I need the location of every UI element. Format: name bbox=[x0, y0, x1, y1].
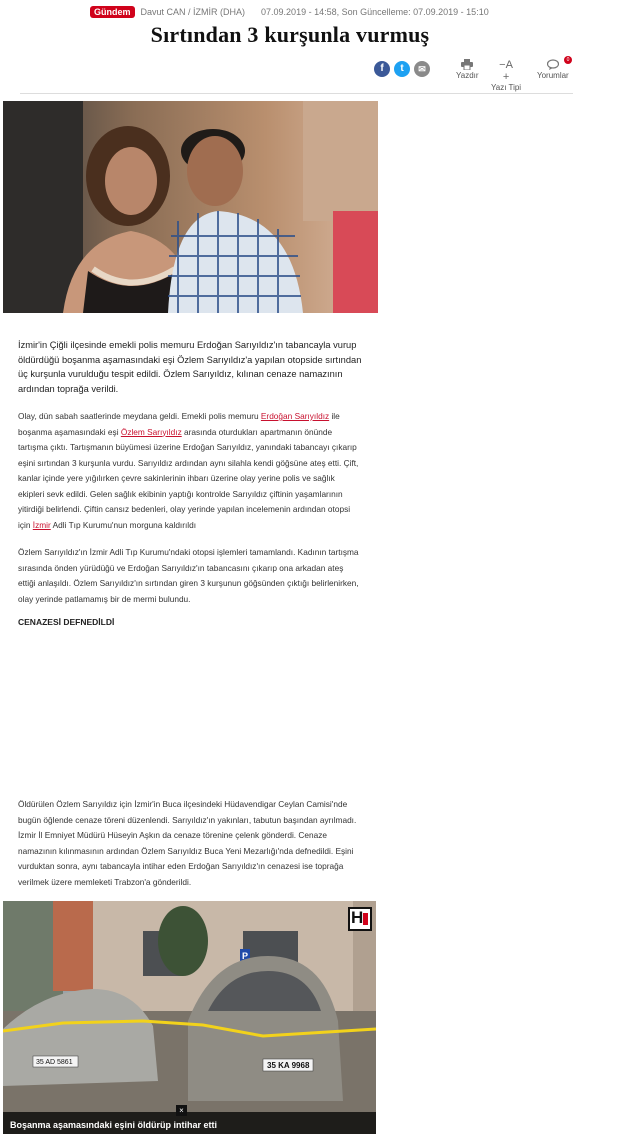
close-icon[interactable]: × bbox=[176, 1105, 187, 1116]
article-photo bbox=[3, 101, 378, 313]
subheading: CENAZESİ DEFNEDİLDİ bbox=[18, 617, 115, 627]
author: Davut CAN / İZMİR (DHA) bbox=[140, 7, 246, 17]
paragraph-1: Olay, dün sabah saatlerinde meydana geldi. Emekli polis memuru Erdoğan Sarıyıldız ile boşanma aşamasındaki eşi Özlem Sarıyıldız arasında oturdukları apartmanın önünde tartışma çıktı. Tartışmanın büyümesi üzerine Erdoğan Sarıyıldız, yanındaki tabancayı çıkarıp eşini sırtından 3 kurşunla vurdu. Sarıyıldız ardından aynı silahla kendi göğsüne ateş etti. Çift, kanlar içinde yere yığılırken çevre sakinlerinin ihbarı üzerine olay yerine polis ve sağlık ekipleri sevk edildi. Gelen sağlık ekibinin yaptığı kontrolde Sarıyıldız çiftinin yaşamlarının yitirdiği belirlendi. Çiftin cansız bedenleri, olay yerinde yapılan incelemenin ardından otopsi için İzmir Adli Tıp Kurumu'nun morguna kaldırıldı bbox=[18, 411, 359, 530]
facebook-icon[interactable]: f bbox=[374, 61, 390, 77]
comments-count: 0 bbox=[564, 56, 572, 64]
dates: 07.09.2019 - 14:58, Son Güncelleme: 07.09.2019 - 15:10 bbox=[261, 7, 489, 17]
category-badge[interactable]: Gündem bbox=[90, 6, 135, 18]
video-caption-bar bbox=[3, 1106, 376, 1134]
paragraph-3: Öldürülen Özlem Sarıyıldız için İzmir'in Buca ilçesindeki Hüdavendigar Ceylan Camisi'nde bugün öğlende cenaze töreni düzenlendi. Sarıyıldız'ın yakınları, tabutun başından ayrılmadı. İzmir İl Emniyet Müdürü Hüseyin Aşkın da cenaze törenine çelenk gönderdi. Cenaze namazının kılınmasının ardından Özlem Sarıyıldız Buca Yeni Mezarlığı'nda defnedildi. Eşini vurduktan sonra, aynı tabancayla intihar eden Erdoğan Sarıyıldız'ın cenazesi ise toprağa verilmek üzere memleketi Trabzon'a gönderildi. bbox=[18, 799, 357, 887]
font-label: Yazı Tipi bbox=[491, 83, 522, 92]
channel-logo: H bbox=[348, 907, 372, 931]
print-button[interactable] bbox=[456, 59, 479, 80]
article-lead: İzmir'in Çiğli ilçesinde emekli polis memuru Erdoğan Sarıyıldız'ın tabancayla vurup öldürdüğü boşanma aşamasındaki eşi Özlem Sarıyıldız'a yapılan otopside sırtından üç kurşunla vurulduğu tespit edildi. Özlem Sarıyıldız, kılınan cenaze namazının ardından toprağa verildi. bbox=[18, 340, 362, 394]
font-size-control[interactable] bbox=[491, 59, 521, 92]
article-title: Sırtından 3 kurşunla vurmuş bbox=[150, 22, 430, 47]
parking-sign-letter: P bbox=[242, 951, 249, 961]
twitter-icon[interactable]: t bbox=[394, 61, 410, 77]
video-thumbnail bbox=[3, 901, 376, 1134]
link-ozlem-sariyildiz[interactable]: Özlem Sarıyıldız bbox=[120, 426, 182, 437]
ad-space bbox=[18, 640, 363, 790]
couple-photo-illustration bbox=[3, 101, 378, 313]
paragraph-2: Özlem Sarıyıldız'ın İzmir Adli Tıp Kurumu'ndaki otopsi işlemleri tamamlandı. Kadının tartışma sırasında önden yürüdüğü ve Erdoğan Sarıyıldız'ın tabancasını çıkarıp ona arkadan ateş ettiği anlaşıldı. Özlem Sarıyıldız'ın sırtından giren 3 kurşunun göğsünden çıktığı belirlenirken, olay yerinde patlamamış bir de mermi bulundu. bbox=[18, 547, 359, 604]
email-icon[interactable]: ✉ bbox=[414, 61, 430, 77]
comments-label: Yorumlar bbox=[537, 71, 569, 80]
printer-icon bbox=[461, 59, 473, 70]
comment-icon bbox=[547, 59, 559, 70]
comments-button[interactable] bbox=[537, 59, 569, 80]
article-toolbar bbox=[374, 58, 574, 92]
header-divider bbox=[20, 93, 573, 94]
article-meta bbox=[90, 6, 489, 18]
video-player[interactable] bbox=[3, 901, 376, 1134]
license-plate-2-text: 35 AD 5861 bbox=[36, 1059, 73, 1066]
print-label: Yazdır bbox=[456, 71, 479, 80]
video-caption[interactable]: Boşanma aşamasındaki eşini öldürüp intihar etti bbox=[10, 1120, 218, 1130]
license-plate-1-text: 35 KA 9968 bbox=[267, 1061, 310, 1070]
font-increase-icon[interactable]: + bbox=[502, 71, 510, 83]
font-decrease-icon[interactable]: −A bbox=[499, 59, 513, 71]
link-erdogan-sariyildiz[interactable]: Erdoğan Sarıyıldız bbox=[260, 411, 330, 421]
link-izmir[interactable]: İzmir bbox=[32, 519, 51, 530]
